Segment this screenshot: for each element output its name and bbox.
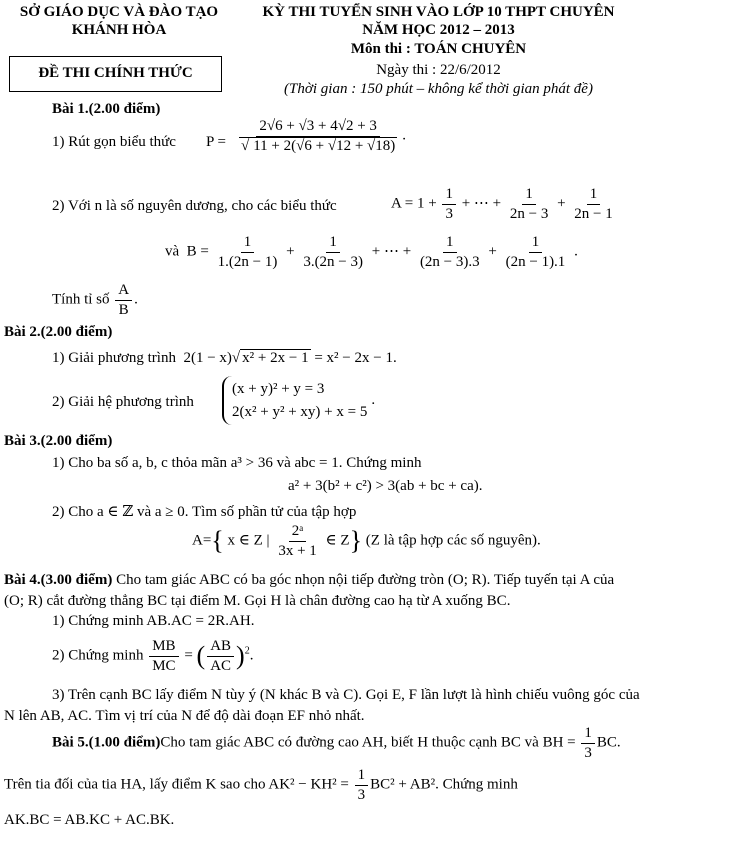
equals: = [184, 647, 193, 664]
exam-title: KỲ THI TUYỂN SINH VÀO LỚP 10 THPT CHUYÊN [262, 4, 615, 20]
bai1-q2-ratio: Tính tỉ số $\frac{A}{B}$ . [52, 282, 138, 318]
frac-den: 3 [445, 205, 453, 222]
q-intro: 2) Chứng minh [52, 647, 144, 664]
bai1-q2-intro: 2) Với n là số nguyên dương, cho các biểu thức [52, 198, 337, 214]
frac-den: (2n − 1).1 [505, 253, 566, 270]
bai4-q3-line1: 3) Trên cạnh BC lấy điểm N tùy ý (N khác B và C). Gọi E, F lần lượt là hình chiếu vuông góc của [52, 687, 640, 703]
bai1-q2-a-expr [391, 186, 618, 222]
ellipsis: + ⋯ + [461, 195, 502, 212]
plus: + [557, 195, 566, 212]
school-year: NĂM HỌC 2012 – 2013 [362, 22, 515, 38]
frac-den: 3.(2n − 3) [303, 253, 364, 270]
province-name: KHÁNH HÒA [71, 22, 167, 38]
bai3-q2: 2) Cho a ∈ ℤ và a ≥ 0. Tìm số phần tử của tập hợp [52, 504, 357, 520]
exam-duration: (Thời gian : 150 phút – không kể thời gian phát đề) [284, 81, 593, 97]
bai5-line1 [52, 725, 621, 761]
bai3-q2-set: A={ x ∈ Z | $\frac{\text{2ᵃ}}{3x + 1}$ ∈ Z} (Z là tập hợp các số nguyên). [192, 523, 541, 559]
frac-den: 3 [584, 744, 592, 761]
frac-den: 1.(2n − 1) [217, 253, 278, 270]
bai3-q1: 1) Cho ba số a, b, c thỏa mãn a³ > 36 và abc = 1. Chứng minh [52, 455, 422, 471]
bai4-q2: 2) Chứng minh $\frac{MB}{MC}$ = ( $\frac{AB}{AC}$ )$^2$. [52, 638, 254, 674]
exam-date: Ngày thi : 22/6/2012 [376, 62, 501, 78]
official-label: ĐỀ THI CHÍNH THỨC [38, 65, 193, 81]
fraction-denominator-close: ) [390, 137, 396, 154]
bai2-title: Bài 2.(2.00 điểm) [4, 324, 113, 340]
bai5-line2 [4, 767, 518, 803]
frac-den: 3 [357, 786, 366, 803]
frac-den: AC [210, 657, 232, 674]
bai2-q1: 1) Giải phương trình 2(1 − x)√ x² + 2x − 1 = x² − 2x − 1. [52, 350, 397, 366]
frac-num: 1 [529, 234, 543, 253]
ratio-intro: Tính tỉ số [52, 291, 110, 308]
eq-root: x² + 2x − 1 [242, 350, 309, 366]
q-intro: 1) Giải phương trình [52, 350, 176, 366]
frac-den: MC [152, 657, 176, 674]
frac-den: 2n − 1 [574, 205, 613, 222]
plus: + [286, 243, 295, 260]
bai5-title: Bài 5.(1.00 điểm) [52, 734, 161, 751]
set-condition: x ∈ Z | [227, 532, 270, 549]
ellipsis: + ⋯ + [371, 243, 412, 260]
frac-num: MB [149, 638, 178, 657]
bai4-intro [4, 572, 614, 589]
frac-num: 1 [442, 186, 456, 205]
frac-num: 1 [241, 234, 255, 253]
set-member: ∈ Z [325, 532, 350, 549]
bai5-text2a: Trên tia đối của tia HA, lấy điểm K sao cho AK² − KH² = [4, 776, 349, 793]
frac-num: 1 [326, 234, 340, 253]
fraction-numerator: 2√6 + √3 + 4√2 + 3 [256, 118, 380, 137]
bai5-text2b: BC² + AB². Chứng minh [370, 776, 518, 793]
frac-num: 1 [581, 725, 595, 744]
bai2-q2-intro: 2) Giải hệ phương trình [52, 394, 194, 410]
frac-num: 1 [443, 234, 457, 253]
frac-num: AB [207, 638, 234, 657]
frac-num: A [115, 282, 132, 301]
department-name: SỞ GIÁO DỤC VÀ ĐÀO TẠO [19, 4, 219, 20]
frac-den: (2n − 3).3 [419, 253, 480, 270]
bai4-q1: 1) Chứng minh AB.AC = 2R.AH. [52, 613, 255, 629]
subject: Môn thi : TOÁN CHUYÊN [350, 41, 527, 57]
frac-num: 1 [522, 186, 536, 205]
expr-a-label: A = 1 + [391, 195, 437, 212]
bai3-q1-inequality: a² + 3(b² + c²) > 3(ab + bc + ca). [288, 478, 483, 494]
bai1-title: Bài 1.(2.00 điểm) [52, 101, 161, 117]
set-label: A= [192, 532, 212, 549]
frac-num: 2ᵃ [289, 523, 307, 542]
bai5-text1-end: BC. [596, 734, 621, 751]
system-line-1: (x + y)² + y = 3 [232, 381, 325, 397]
plus: + [488, 243, 497, 260]
bai4-intro-line1: Cho tam giác ABC có ba góc nhọn nội tiếp đường tròn (O; R). Tiếp tuyến tại A của [112, 572, 615, 588]
frac-den: 3x + 1 [278, 542, 317, 559]
bai5-line3: AK.BC = AB.KC + AC.BK. [4, 812, 175, 828]
eq-right: = x² − 2x − 1. [314, 350, 397, 366]
frac-num: 1 [587, 186, 601, 205]
set-note: (Z là tập hợp các số nguyên). [365, 532, 541, 549]
bai4-intro-line2: (O; R) cắt đường thẳng BC tại điểm M. Gọi H là chân đường cao hạ từ A xuống BC. [4, 593, 511, 609]
frac-num: 1 [355, 767, 369, 786]
eq-left: 2(1 − x) [183, 350, 232, 366]
fraction-denominator: 11 + 2( [253, 137, 297, 154]
bai2-q2-system: (x + y)² + y = 3 2(x² + y² + xy) + x = 5. [222, 376, 375, 425]
frac-den: 2n − 3 [509, 205, 549, 222]
bai1-q2-b-expr: và B = $\frac{1}{1.(2n - 1)}$ + $\frac{1}{3.(2n - 3)}$ + ⋯ + $\frac{1}{(2n - 3).3}$ + $\frac{1}{(2n - 1).1}$ . [165, 234, 578, 270]
bai1-q1-intro: 1) Rút gọn biểu thức [52, 134, 176, 150]
bai5-text1: Cho tam giác ABC có đường cao AH, biết H thuộc cạnh BC và BH = [160, 734, 576, 751]
bai1-q1-fraction: $\frac{2√6 + √3 + 4√2 + 3}{√ 11 + 2(√6 + √12 + √18)}$ . [241, 118, 407, 154]
bai4-q3-line2: N lên AB, AC. Tìm vị trí của N để độ dài đoạn EF nhỏ nhất. [4, 708, 365, 724]
and-word: và [165, 243, 180, 260]
fraction-denominator-inner: √6 + √12 + √18 [296, 137, 391, 154]
system-line-2: 2(x² + y² + xy) + x = 5 [232, 403, 368, 420]
bai3-title: Bài 3.(2.00 điểm) [4, 433, 113, 449]
bai4-title: Bài 4.(3.00 điểm) [4, 572, 113, 588]
expr-b-label: B = [186, 243, 209, 260]
bai1-q1-p: P = [206, 134, 226, 150]
frac-den: B [118, 301, 129, 318]
